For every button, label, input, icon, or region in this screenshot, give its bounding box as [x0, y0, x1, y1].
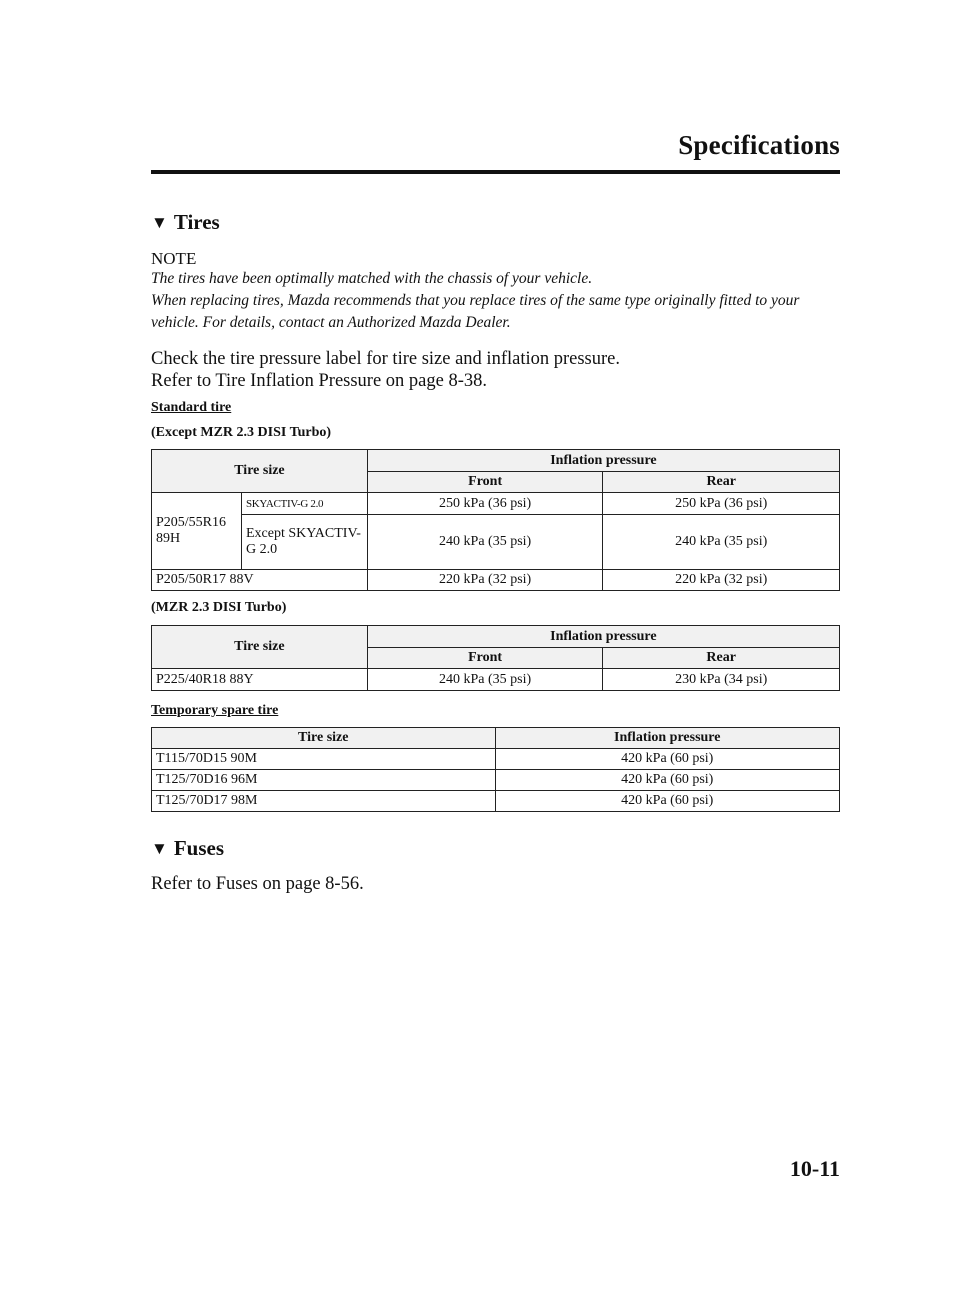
- table-header-tire-size: Tire size: [152, 626, 368, 669]
- turbo-tire-table: [151, 625, 840, 691]
- table-header-inflation: Inflation pressure: [367, 450, 839, 472]
- table-header-rear: Rear: [603, 648, 840, 669]
- table-cell-front: 240 kPa (35 psi): [367, 515, 603, 570]
- standard-tire-heading: Standard tire: [151, 400, 232, 415]
- note-label: NOTE: [151, 249, 197, 268]
- standard-tire-table: [151, 449, 840, 591]
- table-header-inflation: Inflation pressure: [367, 626, 839, 648]
- table-header-tire-size: Tire size: [152, 728, 496, 749]
- table-header-tire-size: Tire size: [152, 450, 368, 493]
- table-cell-rear: 240 kPa (35 psi): [603, 515, 840, 570]
- triangle-bullet-icon: ▼: [151, 839, 168, 858]
- table-header-rear: Rear: [603, 472, 840, 493]
- table-cell-tire-size: P205/55R16 89H: [152, 493, 242, 570]
- table-row: [152, 791, 840, 812]
- body-line: Check the tire pressure label for tire size and inflation pressure.: [151, 349, 621, 369]
- note-body: [151, 268, 840, 334]
- table-cell-front: 250 kPa (36 psi): [367, 493, 603, 515]
- except-turbo-caption: (Except MZR 2.3 DISI Turbo): [151, 425, 332, 440]
- note-line: The tires have been optimally matched with the chassis of your vehicle.: [151, 270, 593, 287]
- table-cell-engine: Except SKYACTIV-G 2.0: [241, 515, 367, 570]
- section-heading-fuses: [151, 836, 224, 861]
- triangle-bullet-icon: ▼: [151, 213, 168, 232]
- table-cell-tire-size: P225/40R18 88Y: [152, 669, 368, 691]
- table-cell-pressure: 420 kPa (60 psi): [495, 791, 839, 812]
- table-cell-rear: 250 kPa (36 psi): [603, 493, 840, 515]
- spare-tire-heading: Temporary spare tire: [151, 703, 279, 718]
- table-cell-rear: 230 kPa (34 psi): [603, 669, 840, 691]
- table-cell-tire-size: T125/70D16 96M: [152, 770, 496, 791]
- turbo-caption: (MZR 2.3 DISI Turbo): [151, 600, 287, 615]
- table-cell-engine: SKYACTIV-G 2.0: [241, 493, 367, 515]
- tires-heading-text: Tires: [173, 210, 220, 234]
- table-header-front: Front: [367, 648, 603, 669]
- section-heading-tires: [151, 210, 220, 235]
- table-header-front: Front: [367, 472, 603, 493]
- table-cell-pressure: 420 kPa (60 psi): [495, 749, 839, 770]
- fuses-heading-text: Fuses: [173, 836, 225, 860]
- table-header-inflation: Inflation pressure: [495, 728, 839, 749]
- table-cell-front: 220 kPa (32 psi): [367, 570, 603, 591]
- header-divider: [151, 170, 840, 174]
- tire-info-text: [151, 348, 620, 392]
- table-cell-tire-size: P205/50R17 88V: [152, 570, 368, 591]
- table-cell-front: 240 kPa (35 psi): [367, 669, 603, 691]
- table-row: [152, 770, 840, 791]
- table-cell-pressure: 420 kPa (60 psi): [495, 770, 839, 791]
- table-cell-tire-size: T125/70D17 98M: [152, 791, 496, 812]
- page-header-title: Specifications: [678, 130, 840, 160]
- note-line: When replacing tires, Mazda recommends that you replace tires of the same type originally fitted to your vehicle. For details, contact an Authorized Mazda Dealer.: [151, 292, 800, 331]
- spare-tire-table: [151, 727, 840, 812]
- table-cell-rear: 220 kPa (32 psi): [603, 570, 840, 591]
- table-row: [152, 749, 840, 770]
- table-cell-tire-size: T115/70D15 90M: [152, 749, 496, 770]
- body-line: Refer to Tire Inflation Pressure on page 8-38.: [151, 371, 488, 391]
- fuses-body-text: Refer to Fuses on page 8-56.: [151, 874, 364, 894]
- page-number: 10-11: [789, 1156, 840, 1181]
